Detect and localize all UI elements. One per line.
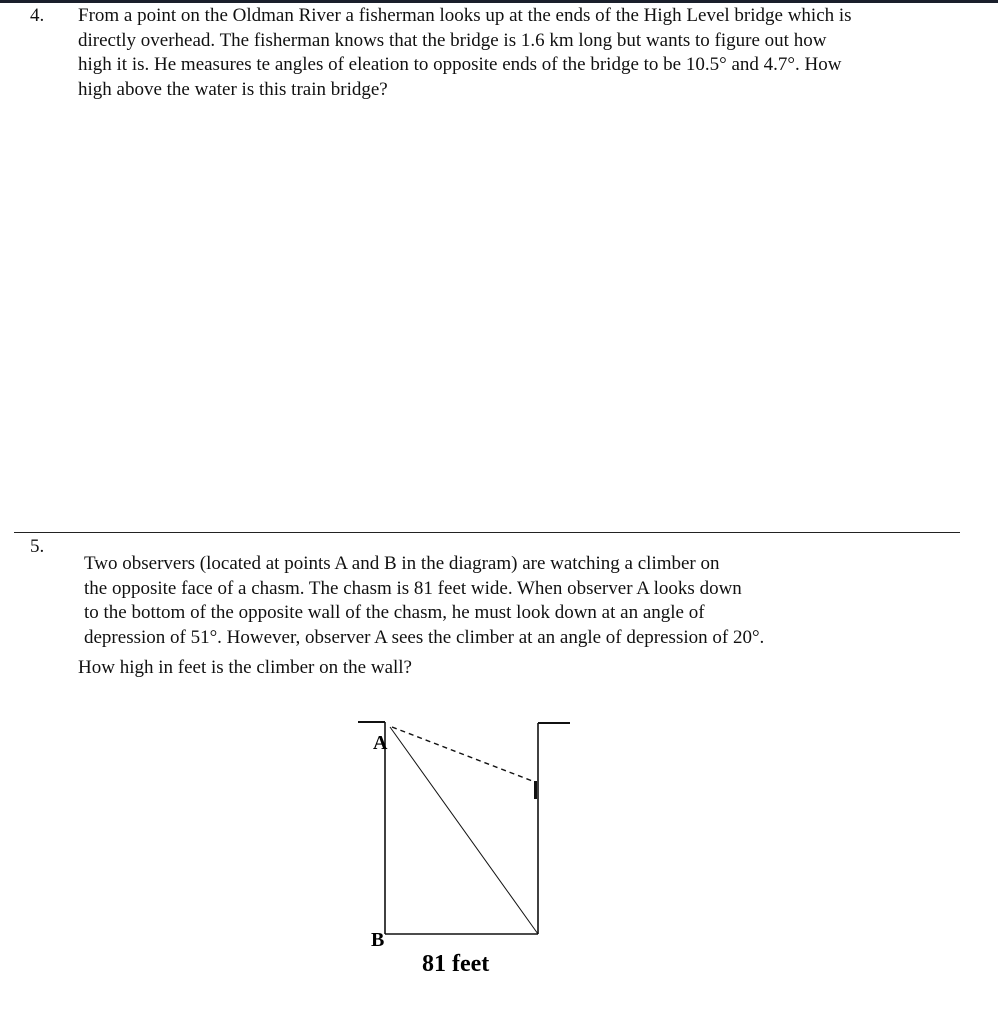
point-a-label: A — [373, 732, 388, 754]
sight-line-bottom — [390, 727, 538, 934]
q4-line-4: high above the water is this train bridge? — [78, 78, 388, 100]
point-b-label: B — [371, 929, 385, 951]
question-4-text — [78, 4, 852, 102]
q5-line-3: to the bottom of the opposite wall of the chasm, he must look down at an angle of — [84, 602, 705, 623]
q4-line-3: high it is. He measures te angles of eleation to opposite ends of the bridge to be 10.5° and 4.7°. How — [78, 54, 842, 75]
climber-marker — [534, 781, 537, 799]
top-border — [0, 0, 998, 3]
q5-line-4: depression of 51°. However, observer A sees the climber at an angle of depression of 20°. — [84, 626, 765, 648]
chasm-diagram — [340, 705, 580, 990]
question-4-number: 4. — [30, 5, 45, 26]
question-5-prompt: How high in feet is the climber on the wall? — [78, 657, 412, 678]
q4-line-1: From a point on the Oldman River a fisherman looks up at the ends of the High Level bridge which is — [78, 5, 852, 26]
q4-line-2: directly overhead. The fisherman knows that the bridge is 1.6 km long but wants to figure out how — [78, 29, 827, 51]
q5-line-2: the opposite face of a chasm. The chasm is 81 feet wide. When observer A looks down — [84, 577, 742, 599]
question-5-number: 5. — [30, 536, 45, 557]
sight-line-climber — [392, 727, 535, 782]
section-divider — [14, 532, 960, 533]
question-5-text — [84, 552, 764, 650]
q5-line-1: Two observers (located at points A and B in the diagram) are watching a climber on — [84, 553, 720, 574]
width-label: 81 feet — [422, 951, 490, 977]
